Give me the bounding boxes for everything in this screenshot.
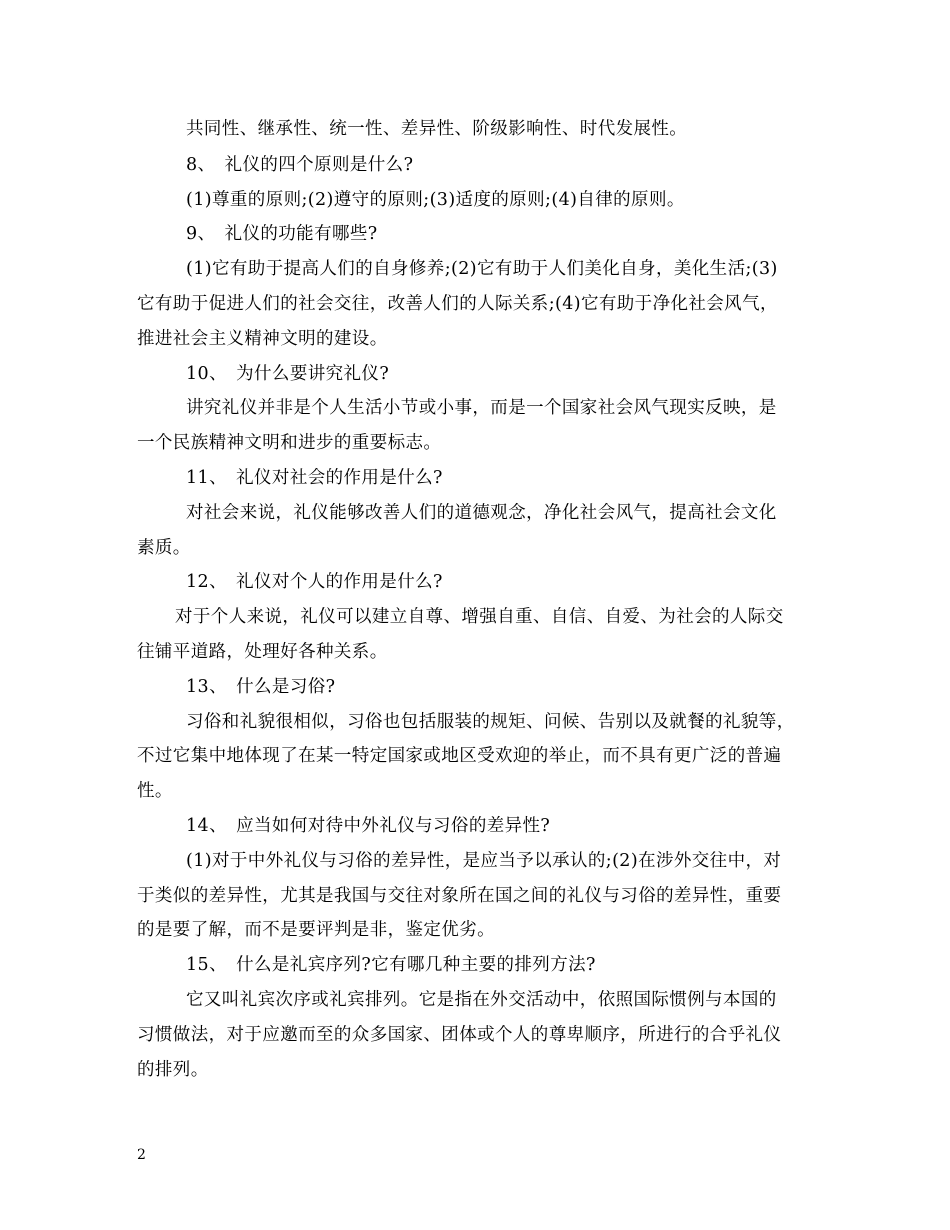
question-heading: 12、 礼仪对个人的作用是什么? xyxy=(186,572,443,592)
answer-line: 不过它集中地体现了在某一特定国家或地区受欢迎的举止，而不具有更广泛的普遍 xyxy=(137,746,782,766)
page-number: 2 xyxy=(137,1147,146,1163)
answer-line: 它有助于促进人们的社会交往，改善人们的人际关系;(4)它有助于净化社会风气， xyxy=(137,294,778,314)
question-heading: 14、 应当如何对待中外礼仪与习俗的差异性? xyxy=(186,816,551,836)
question-heading: 11、 礼仪对社会的作用是什么? xyxy=(186,468,443,488)
answer-line: 讲究礼仪并非是个人生活小节或小事，而是一个国家社会风气现实反映，是 xyxy=(186,398,777,418)
answer-line: 一个民族精神文明和进步的重要标志。 xyxy=(137,433,442,453)
answer-line: 的排列。 xyxy=(137,1060,209,1080)
question-heading: 10、 为什么要讲究礼仪? xyxy=(186,364,390,384)
answer-line: 习惯做法，对于应邀而至的众多国家、团体或个人的尊卑顺序，所进行的合乎礼仪 xyxy=(137,1025,782,1045)
answer-line: 往铺平道路，处理好各种关系。 xyxy=(137,642,388,662)
answer-line: 的是要了解，而不是要评判是非，鉴定优劣。 xyxy=(137,920,495,940)
answer-line: 推进社会主义精神文明的建设。 xyxy=(137,329,388,349)
answer-line: 于类似的差异性，尤其是我国与交往对象所在国之间的礼仪与习俗的差异性，重要 xyxy=(137,886,782,906)
answer-line: 它又叫礼宾次序或礼宾排列。它是指在外交活动中，依照国际惯例与本国的 xyxy=(186,990,777,1010)
answer-line: 对社会来说，礼仪能够改善人们的道德观念，净化社会风气，提高社会文化 xyxy=(186,503,777,523)
answer-line: (1)尊重的原则;(2)遵守的原则;(3)适度的原则;(4)自律的原则。 xyxy=(186,190,685,210)
question-heading: 13、 什么是习俗? xyxy=(186,677,336,697)
answer-line: (1)它有助于提高人们的自身修养;(2)它有助于人们美化自身，美化生活;(3) xyxy=(186,259,778,279)
text-line: 共同性、继承性、统一性、差异性、阶级影响性、时代发展性。 xyxy=(186,119,688,139)
question-heading: 15、 什么是礼宾序列?它有哪几种主要的排列方法? xyxy=(186,955,596,975)
answer-line: (1)对于中外礼仪与习俗的差异性，是应当予以承认的;(2)在涉外交往中，对 xyxy=(186,851,782,871)
answer-line: 对于个人来说，礼仪可以建立自尊、增强自重、自信、自爱、为社会的人际交 xyxy=(175,607,784,627)
question-heading: 8、 礼仪的四个原则是什么? xyxy=(186,155,414,175)
answer-line: 习俗和礼貌很相似，习俗也包括服装的规矩、问候、告别以及就餐的礼貌等， xyxy=(186,712,795,732)
answer-line: 素质。 xyxy=(137,538,191,558)
question-heading: 9、 礼仪的功能有哪些? xyxy=(186,224,378,244)
answer-line: 性。 xyxy=(137,781,173,801)
